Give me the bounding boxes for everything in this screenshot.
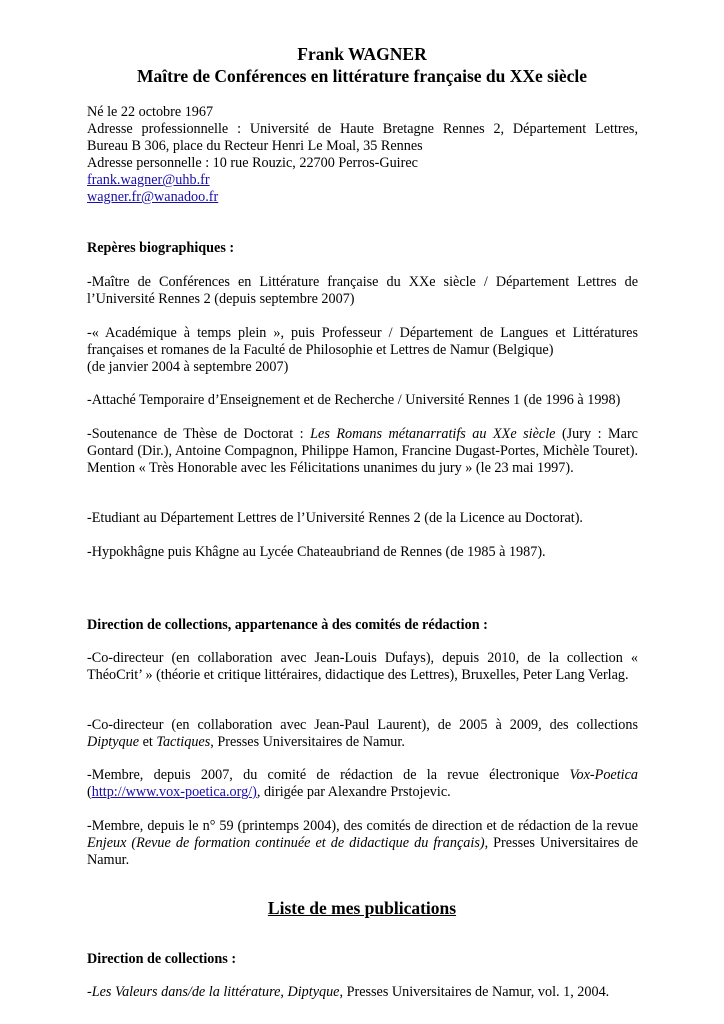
birth-date: Né le 22 octobre 1967 <box>87 104 214 120</box>
bio-paragraph-6: -Hypokhâgne puis Khâgne au Lycée Chateaubriand de Rennes (de 1985 à 1987). <box>87 544 546 560</box>
bio-paragraph-4 <box>87 426 638 477</box>
collections-paragraph-4-pre: -Membre, depuis le n° 59 (printemps 2004), des comités de direction et de rédaction de la revue <box>87 818 638 834</box>
author-position: Maître de Conférences en littérature française du XXe siècle <box>136 66 587 86</box>
collections-paragraph-2-post: , Presses Universitaires de Namur. <box>210 734 405 750</box>
bio-paragraph-4-post: (Jury : Marc Gontard (Dir.), Antoine Compagnon, Philippe Hamon, Francine Dugast-Portes, Michèle Touret). Mention « Très Honorable avec les Félicitations unanimes du jury » (le 23 mai 1997). <box>87 426 638 476</box>
publications-title: Liste de mes publications <box>267 898 457 918</box>
collections-paragraph-3-open: ( <box>87 784 92 800</box>
collection-tactiques: Tactiques <box>156 734 211 750</box>
bio-paragraph-4-pre: -Soutenance de Thèse de Doctorat : <box>87 426 311 442</box>
work-address-line-2: Bureau B 306, place du Recteur Henri Le Moal, 35 Rennes <box>87 138 423 154</box>
home-address: Adresse personnelle : 10 rue Rouzic, 22700 Perros-Guirec <box>87 155 418 171</box>
vox-poetica-link[interactable]: http://www.vox-poetica.org/) <box>91 784 257 800</box>
publication-title: Les Valeurs dans/de la littérature <box>91 984 281 1000</box>
author-name: Frank WAGNER <box>297 44 427 64</box>
publication-item-dash: - <box>87 984 92 1000</box>
bio-paragraph-1: -Maître de Conférences en Littérature française du XXe siècle / Département Lettres de l’Université Rennes 2 (depuis septembre 2007) <box>87 274 638 307</box>
collections-paragraph-4 <box>87 818 638 869</box>
publication-collection: Diptyque <box>287 984 340 1000</box>
bio-paragraph-5: -Etudiant au Département Lettres de l’Université Rennes 2 (de la Licence au Doctorat). <box>87 510 583 526</box>
collections-paragraph-3-post: , dirigée par Alexandre Prstojevic. <box>256 784 451 800</box>
thesis-title: Les Romans métanarratifs au XXe siècle <box>310 426 556 442</box>
journal-vox-poetica: Vox-Poetica <box>569 767 638 783</box>
publication-item-sep: , <box>280 984 288 1000</box>
journal-enjeux: Enjeux (Revue de formation continuée et de didactique du français) <box>87 835 485 851</box>
collections-paragraph-3-pre: -Membre, depuis 2007, du comité de rédaction de la revue électronique <box>87 767 570 783</box>
bio-paragraph-2-text: -« Académique à temps plein », puis Professeur / Département de Langues et Littératures françaises et romanes de la Faculté de Philosophie et Lettres de Namur (Belgique) <box>87 325 638 358</box>
collections-paragraph-2 <box>87 717 638 751</box>
bio-paragraph-3: -Attaché Temporaire d’Enseignement et de Recherche / Université Rennes 1 (de 1996 à 1998) <box>87 392 621 408</box>
email-link-1[interactable]: frank.wagner@uhb.fr <box>87 172 210 188</box>
collections-paragraph-1: -Co-directeur (en collaboration avec Jean-Louis Dufays), depuis 2010, de la collection « ThéoCrit’ » (théorie et critique littéraires, didactique des Lettres), Bruxelles, Peter Lang Verlag. <box>87 650 638 683</box>
publication-item <box>87 984 638 1001</box>
contact-block <box>87 104 638 206</box>
email-link-2[interactable]: wagner.fr@wanadoo.fr <box>87 189 219 205</box>
collections-heading: Direction de collections, appartenance à des comités de rédaction : <box>87 617 488 633</box>
collections-paragraph-2-pre: -Co-directeur (en collaboration avec Jean-Paul Laurent), de 2005 à 2009, des collections <box>87 717 638 733</box>
bio-heading: Repères biographiques : <box>87 240 235 256</box>
collections-paragraph-4-post: , Presses Universitaires de Namur. <box>87 835 638 868</box>
publications-heading: Direction de collections : <box>87 951 237 967</box>
bio-paragraph-2 <box>87 325 638 376</box>
collection-diptyque: Diptyque <box>87 734 140 750</box>
publication-item-post: , Presses Universitaires de Namur, vol. 1, 2004. <box>339 984 610 1000</box>
collections-paragraph-2-mid: et <box>139 734 157 750</box>
work-address-line-1: Adresse professionnelle : Université de Haute Bretagne Rennes 2, Département Lettres, <box>87 121 638 137</box>
collections-paragraph-3 <box>87 767 638 801</box>
bio-paragraph-2-dates: (de janvier 2004 à septembre 2007) <box>87 359 289 375</box>
